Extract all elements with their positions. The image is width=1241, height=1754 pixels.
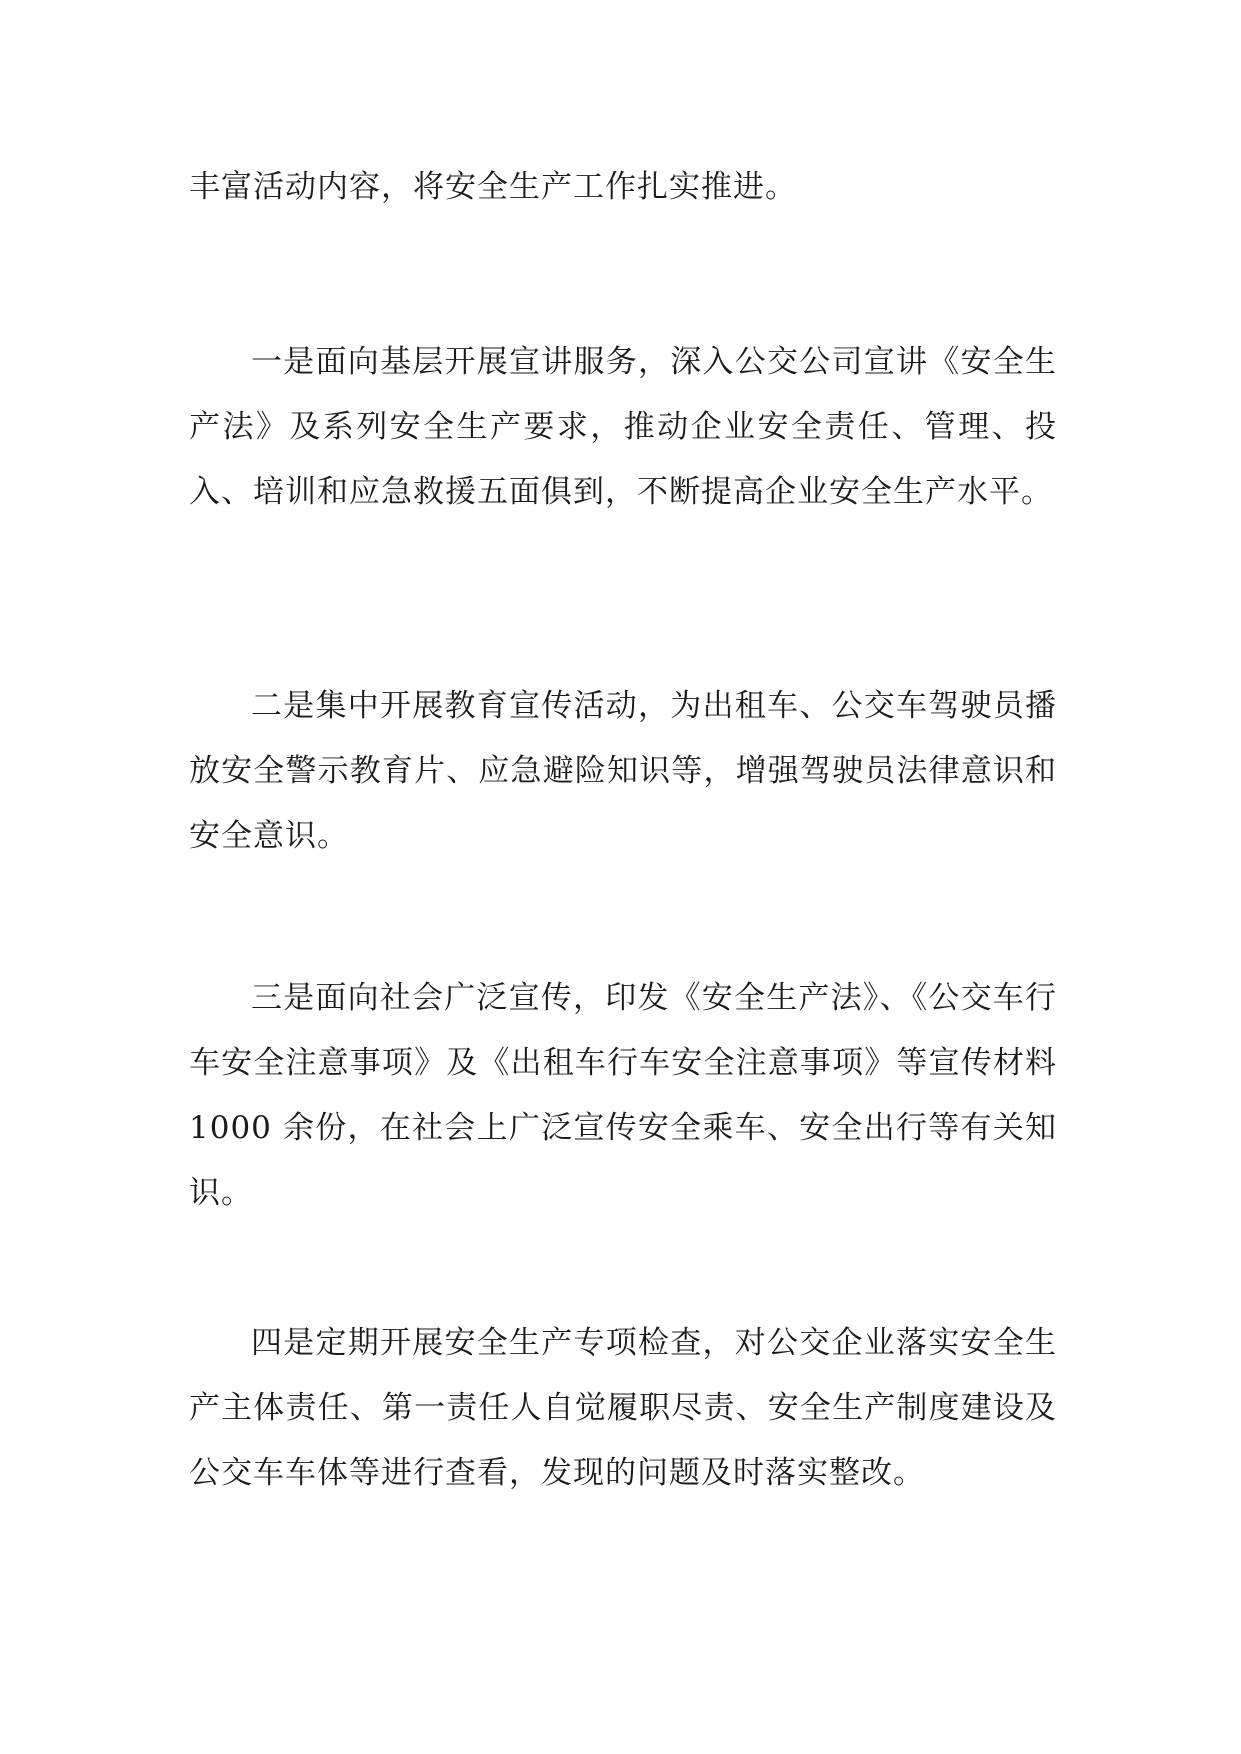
paragraph-item-two: 二是集中开展教育宣传活动，为出租车、公交车驾驶员播放安全警示教育片、应急避险知识等，增强驾驶员法律意识和安全意识。 [189, 688, 1057, 854]
paragraph-item-three: 三是面向社会广泛宣传，印发《安全生产法》、《公交车行车安全注意事项》及《出租车行车安全注意事项》等宣传材料 1000 余份，在社会上广泛宣传安全乘车、安全出行等有关知识。 [189, 980, 1057, 1211]
paragraph-continuation: 丰富活动内容，将安全生产工作扎实推进。 [189, 169, 797, 205]
paragraph-item-four: 四是定期开展安全生产专项检查，对公交企业落实安全生产主体责任、第一责任人自觉履职尽责、安全生产制度建设及公交车车体等进行查看，发现的问题及时落实整改。 [189, 1325, 1057, 1491]
paragraph-item-one: 一是面向基层开展宣讲服务，深入公交公司宣讲《安全生产法》及系列安全生产要求，推动企业安全责任、管理、投入、培训和应急救援五面俱到，不断提高企业安全生产水平。 [189, 344, 1057, 510]
